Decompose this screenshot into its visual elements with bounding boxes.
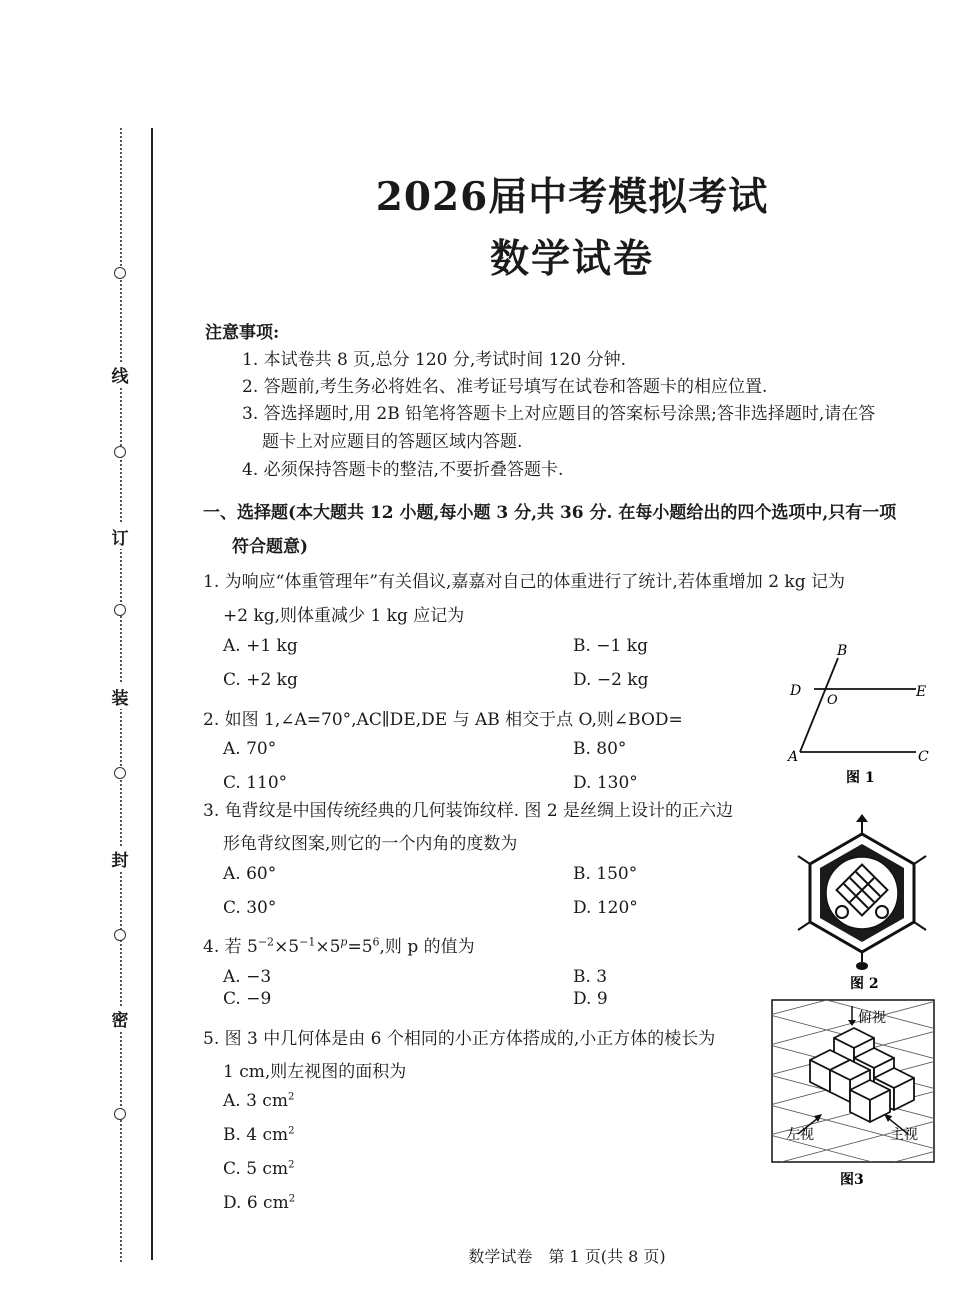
- binding-circle: [114, 929, 126, 941]
- option-a: A. −3: [223, 967, 272, 987]
- q4-exp: 6: [372, 935, 380, 949]
- q4-part: ,则 p 的值为: [379, 937, 475, 957]
- binding-circle: [114, 604, 126, 616]
- figure-2: [792, 812, 932, 992]
- label-left-view: 左视: [786, 1127, 814, 1143]
- label-c: C: [918, 749, 929, 765]
- option-b: B. 3: [573, 967, 608, 987]
- option-c: C. +2 kg: [223, 670, 298, 690]
- q4-exp: p: [340, 935, 348, 949]
- note-item: 2. 答题前,考生务必将姓名、准考证号填写在试卷和答题卡的相应位置.: [242, 377, 768, 397]
- label-a: A: [788, 749, 799, 765]
- q4-part: =5: [347, 937, 373, 957]
- question-text: 3. 龟背纹是中国传统经典的几何装饰纹样. 图 2 是丝绸上设计的正六边: [203, 801, 734, 821]
- figure-1: [780, 640, 950, 790]
- label-top-view: 俯视: [858, 1010, 886, 1026]
- question-text: 形龟背纹图案,则它的一个内角的度数为: [223, 834, 518, 854]
- question-text: +2 kg,则体重减少 1 kg 应记为: [223, 606, 465, 626]
- label-main-view: 主视: [890, 1127, 918, 1143]
- option-d: D. −2 kg: [573, 670, 649, 690]
- binding-char-zhuang: 装: [109, 684, 131, 709]
- option-b: B. −1 kg: [573, 636, 648, 656]
- option-d: D. 120°: [573, 898, 638, 918]
- question-text: [203, 932, 475, 957]
- option-a: A. 60°: [223, 864, 277, 884]
- note-item: 题卡上对应题目的答题区域内答题.: [262, 432, 523, 452]
- option-b: B. 150°: [573, 864, 638, 884]
- binding-circle: [114, 767, 126, 779]
- option-c: C. 110°: [223, 773, 288, 793]
- note-item: 4. 必须保持答题卡的整洁,不要折叠答题卡.: [242, 460, 564, 480]
- binding-char-mi: 密: [109, 1006, 131, 1031]
- option-b: B. 80°: [573, 739, 627, 759]
- label-b: B: [837, 643, 848, 659]
- binding-char-xian: 线: [109, 362, 131, 387]
- notes-heading: 注意事项:: [205, 323, 280, 343]
- knot-medallion: [826, 857, 898, 929]
- question-text: 1 cm,则左视图的面积为: [223, 1062, 407, 1082]
- label-e: E: [916, 684, 927, 700]
- page-footer: 数学试卷 第 1 页(共 8 页): [468, 1247, 666, 1266]
- option-a: A. 70°: [223, 739, 277, 759]
- q4-part: ×5: [274, 937, 300, 957]
- note-item: 1. 本试卷共 8 页,总分 120 分,考试时间 120 分钟.: [242, 350, 626, 370]
- question-text: 5. 图 3 中几何体是由 6 个相同的小正方体搭成的,小正方体的棱长为: [203, 1029, 716, 1049]
- exam-title: 2026届中考模拟考试: [375, 174, 769, 220]
- binding-char-ding: 订: [109, 524, 131, 549]
- binding-circle: [114, 1108, 126, 1120]
- exam-subject: 数学试卷: [489, 236, 654, 282]
- figure-1-caption: 图 1: [846, 770, 875, 786]
- q4-exp: −2: [257, 935, 275, 949]
- q4-exp: −1: [299, 935, 316, 949]
- figure-2-caption: 图 2: [850, 976, 879, 992]
- figure-3: [770, 998, 936, 1190]
- section-heading: 一、选择题(本大题共 12 小题,每小题 3 分,共 36 分. 在每小题给出的四个选项中,只有一项: [203, 503, 897, 523]
- section-heading-cont: 符合题意): [232, 537, 309, 557]
- option-d: D. 130°: [573, 773, 638, 793]
- option-a: A. 3 $cm^2$: [223, 1091, 295, 1111]
- binding-circle: [114, 446, 126, 458]
- question-text: 2. 如图 1,∠A=70°,AC∥DE,DE 与 AB 相交于点 O,则∠BOD=: [203, 710, 683, 730]
- question-text: 1. 为响应“体重管理年”有关倡议,嘉嘉对自己的体重进行了统计,若体重增加 2 kg 记为: [203, 572, 846, 592]
- option-c: C. 5 $cm^2$: [223, 1159, 295, 1179]
- label-d: D: [790, 683, 802, 699]
- option-d: D. 6 $cm^2$: [223, 1193, 296, 1213]
- label-o: O: [827, 693, 838, 708]
- binding-char-feng: 封: [109, 846, 131, 871]
- figure-3-caption: 图3: [840, 1172, 864, 1188]
- q4-part: 4. 若 5: [203, 937, 258, 957]
- option-c: C. 30°: [223, 898, 277, 918]
- margin-rule: [151, 128, 153, 1260]
- option-c: C. −9: [223, 989, 272, 1009]
- option-d: D. 9: [573, 989, 608, 1009]
- option-a: A. +1 kg: [223, 636, 298, 656]
- option-b: B. 4 $cm^2$: [223, 1125, 295, 1145]
- note-item: 3. 答选择题时,用 2B 铅笔将答题卡上对应题目的答案标号涂黑;答非选择题时,请在答: [242, 404, 876, 424]
- q4-part: ×5: [315, 937, 341, 957]
